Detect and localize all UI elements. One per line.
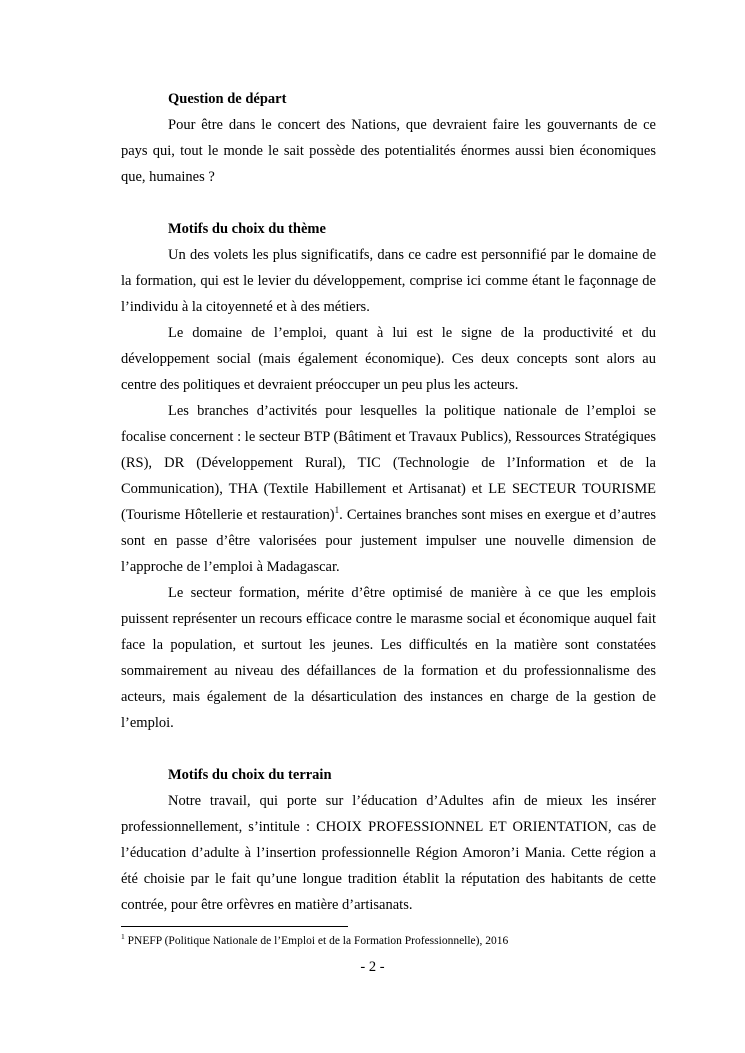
page-body [121,86,656,918]
paragraph-theme-2: Le domaine de l’emploi, quant à lui est le signe de la productivité et du développement social (mais également économique). Ces deux concepts sont alors au centre des politiques et devraient préoccuper un peu plus les acteurs. [121,325,656,393]
paragraph-question: Pour être dans le concert des Nations, que devraient faire les gouvernants de ce pays qui, tout le monde le sait possède des potentialités énormes aussi bien économiques que, humaines ? [121,117,656,185]
footnote [121,933,656,949]
page-number: - 2 - [360,959,385,975]
paragraph-theme-3 [121,398,656,580]
heading-question-depart: Question de départ [168,91,287,107]
footnote-separator [121,926,348,927]
footnote-number: 1 [121,932,125,942]
paragraph-terrain-1: Notre travail, qui porte sur l’éducation d’Adultes afin de mieux les insérer professionnellement, s’intitule : CHOIX PROFESSIONNEL ET ORIENTATION, cas de l’éducation d’adulte à l’insertion professionnelle Région Amoron’i Mania. Cette région a été choisie par le fait qu’une longue tradition établit la réputation des habitants de cette contrée, pour être orfèvres en matière d’artisanats. [121,793,656,913]
footnote-reference[interactable]: 1 [334,505,340,516]
footnote-text: PNEFP (Politique Nationale de l’Emploi et de la Formation Professionnelle), 2016 [124,935,509,947]
paragraph-theme-3-text-end: . Certaines branches sont mises en exergue et d’autres sont en passe d’être valorisées pour justement impulser une nouvelle dimension de l’approche de l’emploi à Madagascar. [121,507,656,575]
heading-motifs-theme: Motifs du choix du thème [168,221,326,237]
paragraph-theme-1: Un des volets les plus significatifs, dans ce cadre est personnifié par le domaine de la formation, qui est le levier du développement, comprise ici comme étant le façonnage de l’individu à la citoyenneté et à des métiers. [121,247,656,315]
heading-motifs-terrain: Motifs du choix du terrain [168,767,332,783]
section-spacer [121,736,656,762]
paragraph-theme-3-text-start: Les branches d’activités pour lesquelles la politique nationale de l’emploi se focalise concernent : le secteur BTP (Bâtiment et Travaux Publics), Ressources Stratégiques (RS), DR (Développement Rural), TIC (Technologie de l’Information et de la Communication), THA (Textile Habillement et Artisanat) et LE SECTEUR TOURISME (Tourisme Hôtellerie et restauration) [121,403,656,523]
paragraph-theme-4: Le secteur formation, mérite d’être optimisé de manière à ce que les emplois puissent représenter un recours efficace contre le marasme social et économique auquel fait face la population, et surtout les jeunes. Les difficultés en la matière sont constatées sommairement au niveau des défaillances de la formation et du professionnalisme des acteurs, mais également de la désarticulation des instances en charge de la gestion de l’emploi. [121,585,656,731]
section-spacer [121,190,656,216]
